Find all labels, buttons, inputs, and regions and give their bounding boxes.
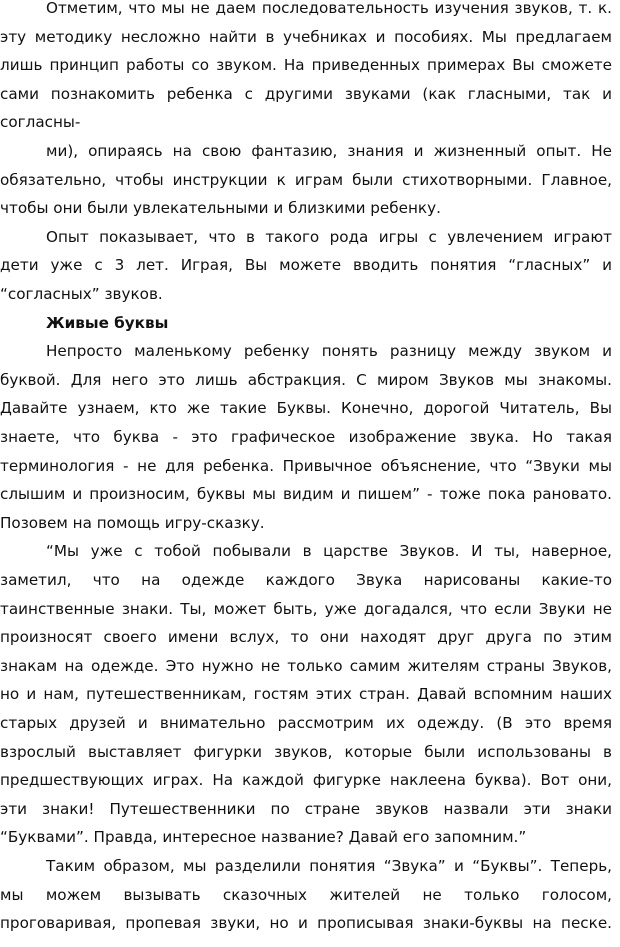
text-line: эти знаки! Путешественники по стране звуков назвали эти знаки (0, 799, 612, 818)
text-line: слышим и произносим, буквы мы видим и пишем” - тоже пока рановато. (0, 485, 612, 504)
text-line: Позовем на помощь игру-сказку. (0, 513, 265, 532)
text-line: буквой. Для него это лишь абстракция. С миром Звуков мы знакомы. (0, 370, 612, 389)
text-line: предшествующих играх. На каждой фигурке наклеена буква). Вот они, (0, 771, 612, 790)
text-line: дети уже с 3 лет. Играя, Вы можете вводить понятия “гласных” и (0, 256, 612, 275)
text-line: мы можем вызывать сказочных жителей не только голосом, (0, 885, 612, 904)
text-line: Опыт показывает, что в такого рода игры с увлечением играют (46, 227, 612, 246)
text-line: взрослый выставляет фигурки звуков, которые были использованы в (0, 742, 612, 761)
text-line: заметил, что на одежде каждого Звука нарисованы какие-то (0, 571, 612, 589)
text-line: сами познакомить ребенка с другими звуками (как гласными, так и (0, 84, 612, 103)
text-line: ми), опираясь на свою фантазию, знания и жизненный опыт. Не (46, 142, 612, 160)
text-line: “Мы уже с тобой побывали в царстве Звуков. И ты, наверное, (46, 542, 612, 561)
text-line: знакам на одежде. Это нужно не только самим жителям страны Звуков, (0, 656, 612, 675)
text-line: Давайте узнаем, кто же такие Буквы. Конечно, дорогой Читатель, Вы (0, 399, 612, 418)
text-line: Отметим, что мы не даем последовательность изучения звуков, т. к. (46, 0, 612, 17)
text-line: знаете, что буква - это графическое изображение звука. Но такая (0, 428, 612, 446)
text-line: обязательно, чтобы инструкции к играм были стихотворными. Главное, (0, 170, 612, 189)
section-heading: Живые буквы (46, 313, 169, 332)
text-line: “согласных” звуков. (0, 285, 163, 303)
text-line: “Буквами”. Правда, интересное название? Давай его запомним.” (0, 828, 527, 847)
text-line: таинственные знаки. Ты, может быть, уже догадался, что если Звуки не (0, 599, 612, 618)
text-line: произносят своего имени вслух, то они находят друг друга по этим (0, 628, 612, 647)
text-line: лишь принцип работы со звуком. На приведенных примерах Вы сможете (0, 56, 612, 75)
text-line: эту методику несложно найти в учебниках и пособиях. Мы предлагаем (0, 27, 612, 46)
text-line: согласны- (0, 113, 81, 132)
text-line: Таким образом, мы разделили понятия “Звука” и “Буквы”. Теперь, (46, 857, 612, 875)
text-line: но и нам, путешественникам, гостям этих стран. Давай вспомним наших (0, 685, 612, 704)
text-line: терминология - не для ребенка. Привычное объяснение, что “Звуки мы (0, 456, 612, 475)
text-line: проговаривая, пропевая звуки, но и прописывая знаки-буквы на песке. (0, 914, 612, 933)
text-line: Непросто маленькому ребенку понять разницу между звуком и (46, 342, 612, 361)
text-line: старых друзей и внимательно рассмотрим их одежду. (В это время (0, 714, 612, 732)
text-line: чтобы они были увлекательными и близкими ребенку. (0, 199, 441, 218)
